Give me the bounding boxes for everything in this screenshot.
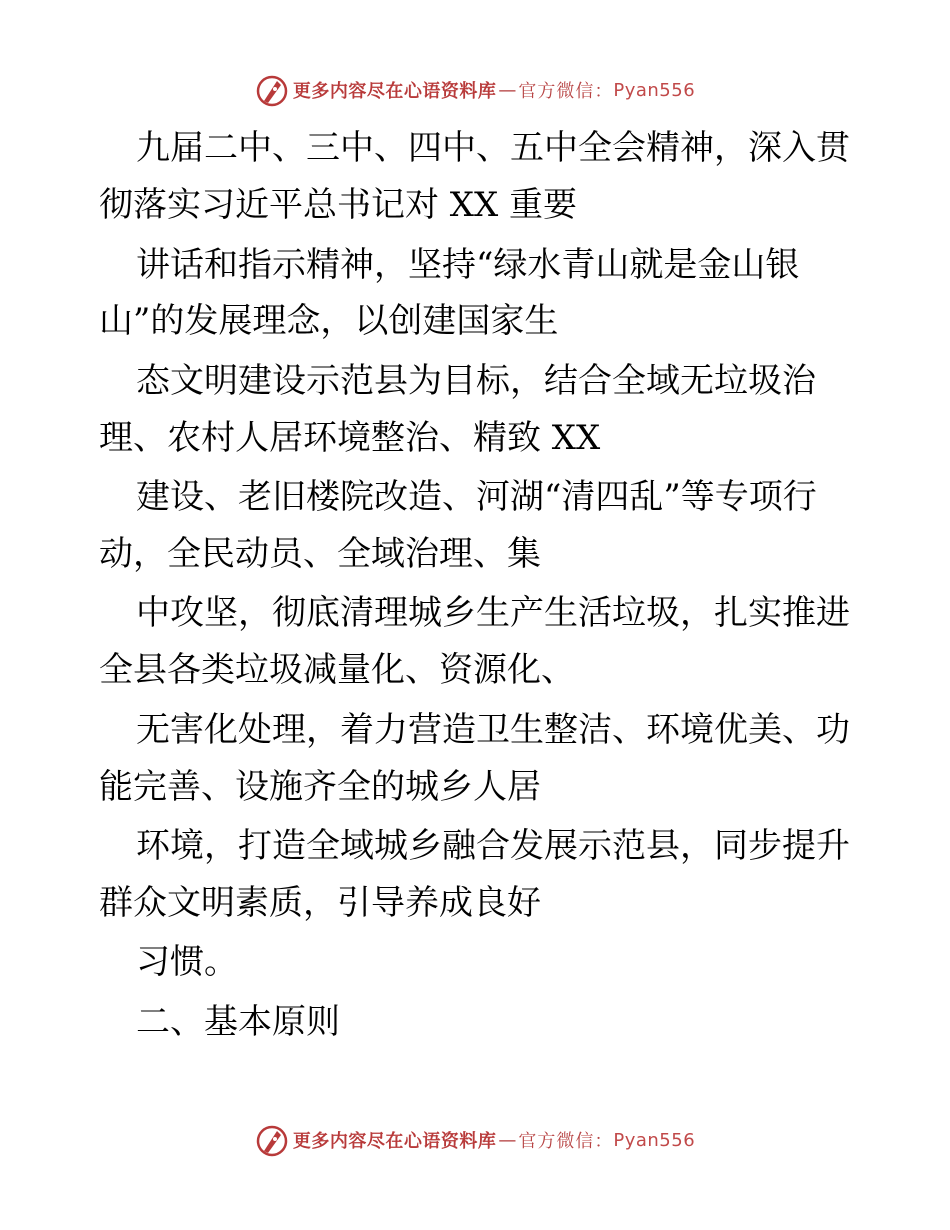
banner-wechat-id: Pyan556 (613, 1129, 696, 1151)
banner-wechat-id: Pyan556 (613, 79, 696, 101)
banner-sub-text: 官方微信： (518, 81, 614, 102)
pen-nib-logo-icon (255, 1123, 289, 1157)
text-line: 建设、老旧楼院改造、河湖“清四乱”等专项行 (136, 477, 817, 517)
text-line: 环境，打造全域城乡融合发展示范县，同步提升 (136, 826, 850, 866)
text-line: 无害化处理，着力营造卫生整洁、环境优美、功 (136, 710, 850, 750)
footer-banner (0, 1120, 950, 1160)
banner-separator: — (498, 79, 517, 101)
banner-main-text: 更多内容尽在心语资料库 (292, 1131, 497, 1152)
text-line: 习惯。 (136, 942, 238, 982)
banner-main-text: 更多内容尽在心语资料库 (292, 81, 497, 102)
section-heading: 二、基本原则 (136, 1002, 340, 1042)
text-line: 群众文明素质，引导养成良好 (99, 883, 541, 923)
banner-sub-text: 官方微信： (518, 1131, 614, 1152)
text-line: 彻落实习近平总书记对 XX 重要 (99, 185, 578, 225)
banner-separator: — (498, 1129, 517, 1151)
text-line: 动，全民动员、全域治理、集 (99, 534, 541, 574)
text-line: 讲话和指示精神，坚持“绿水青山就是金山银 (136, 245, 800, 285)
text-line: 态文明建设示范县为目标，结合全域无垃圾治 (136, 361, 816, 401)
text-line: 九届二中、三中、四中、五中全会精神，深入贯 (136, 128, 850, 168)
text-line: 山”的发展理念，以创建国家生 (99, 301, 559, 341)
text-line: 理、农村人居环境整治、精致 XX (99, 418, 601, 458)
text-line: 中攻坚，彻底清理城乡生产生活垃圾，扎实推进 (136, 593, 850, 633)
text-line: 能完善、设施齐全的城乡人居 (99, 767, 541, 807)
text-line: 全县各类垃圾减量化、资源化、 (99, 650, 575, 690)
